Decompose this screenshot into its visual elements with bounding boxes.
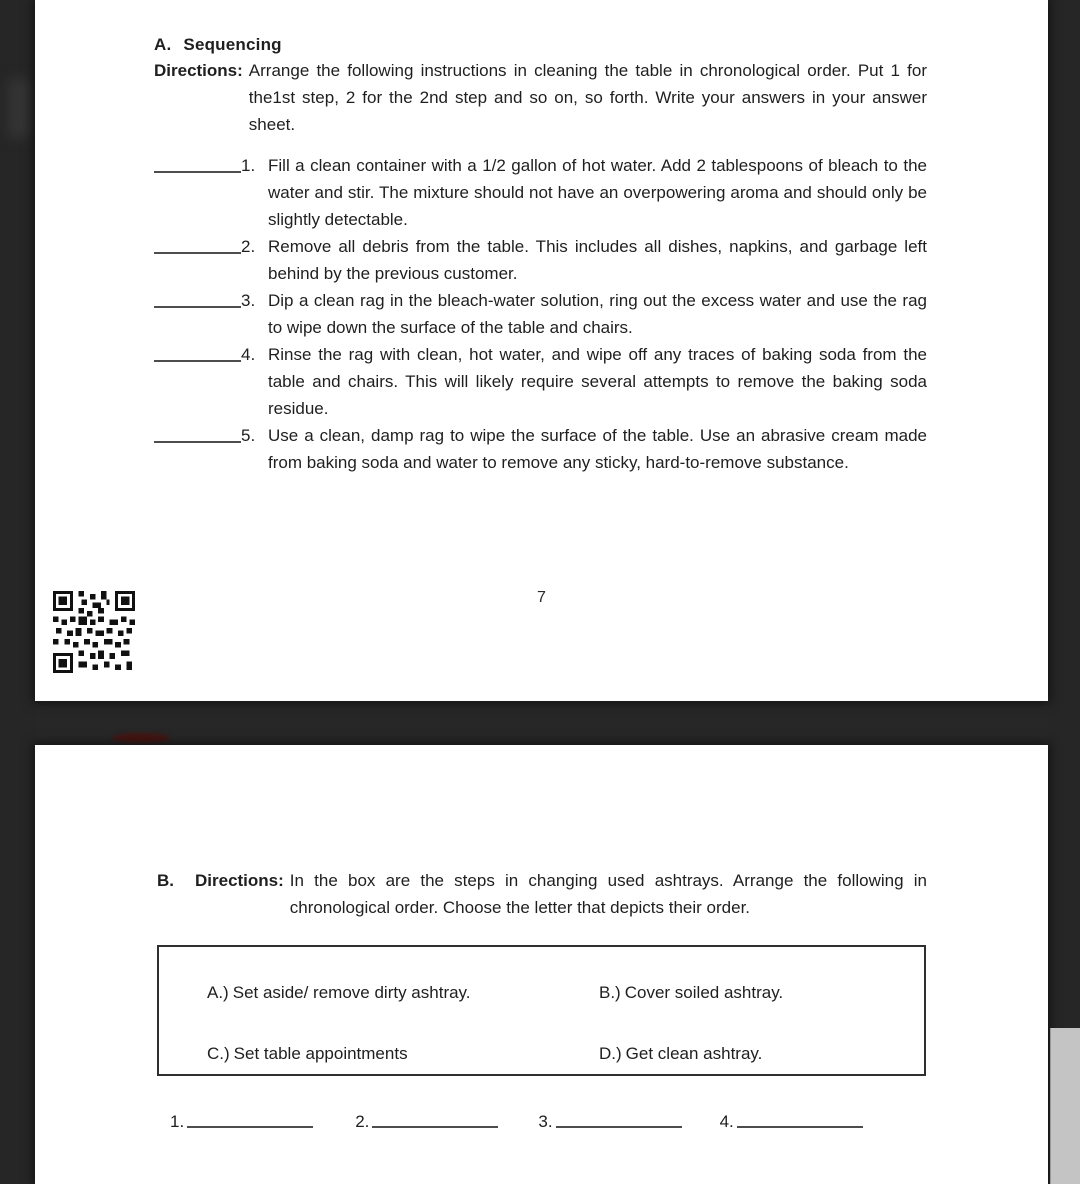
sequencing-item-4	[154, 341, 927, 422]
item-text: Dip a clean rag in the bleach-water solution, ring out the excess water and use the rag to wipe down the surface of the table and chairs.	[268, 291, 927, 337]
option-c	[207, 1040, 599, 1075]
item-number: 5.	[241, 426, 256, 445]
item-text: Fill a clean container with a 1/2 gallon of hot water. Add 2 tablespoons of bleach to the water and stir. The mixture should not have an overpowering aroma and should only be slightly detectable.	[268, 156, 927, 229]
answer-number: 3.	[538, 1112, 553, 1131]
spacer	[498, 1108, 538, 1135]
option-letter: C.)	[207, 1043, 230, 1063]
page-number: 7	[537, 589, 546, 606]
option-d	[599, 1040, 924, 1075]
answer-number: 4.	[719, 1112, 734, 1131]
sequencing-items	[154, 152, 927, 476]
document-page-1	[35, 0, 1048, 701]
answer-blank-line	[372, 1108, 498, 1128]
answer-number: 1.	[170, 1112, 185, 1131]
directions-text: In the box are the steps in changing used ashtrays. Arrange the following in chronological order. Choose the letter that depicts their order.	[289, 871, 927, 917]
item-number: 4.	[241, 345, 256, 364]
answer-blank-line	[154, 152, 241, 173]
answer-blank-line	[187, 1108, 313, 1128]
spacer	[682, 1108, 720, 1135]
answer-blank-line	[154, 233, 241, 254]
item-text: Remove all debris from the table. This includes all dishes, napkins, and garbage left behind by the previous customer.	[268, 237, 927, 283]
option-letter: B.)	[599, 983, 621, 1002]
item-number: 1.	[241, 156, 256, 175]
sequencing-item-1	[154, 152, 927, 233]
answer-blank-line	[154, 422, 241, 443]
section-a-directions	[154, 57, 927, 138]
vertical-scrollbar-thumb[interactable]	[1050, 1028, 1080, 1184]
directions-text: Arrange the following instructions in cleaning the table in chronological order. Put 1 for the1st step, 2 for the 2nd step and so on, so forth. Write your answers in your answer sheet.	[248, 61, 927, 134]
page2-content	[35, 745, 1048, 1135]
option-text: Cover soiled ashtray.	[624, 983, 784, 1002]
answer-blank-line	[737, 1108, 863, 1128]
margin-smudge	[8, 78, 30, 138]
answer-blank-4	[720, 1108, 863, 1135]
section-a-label: A.	[154, 35, 172, 54]
option-text: Get clean ashtray.	[625, 1043, 763, 1063]
answer-blank-line	[154, 287, 241, 308]
options-box	[157, 945, 926, 1076]
answer-blank-1	[170, 1108, 313, 1135]
section-b-label: B.	[157, 871, 174, 890]
option-text: Set aside/ remove dirty ashtray.	[232, 983, 471, 1002]
item-text: Use a clean, damp rag to wipe the surface of the table. Use an abrasive cream made from baking soda and water to remove any sticky, hard-to-remove substance.	[268, 426, 927, 472]
directions-label: Directions:	[154, 61, 243, 80]
directions-label: Directions:	[195, 871, 284, 890]
option-letter: A.)	[207, 983, 229, 1002]
sequencing-item-5	[154, 422, 927, 476]
answer-blank-line	[556, 1108, 682, 1128]
answer-blanks-row	[170, 1108, 927, 1135]
answer-blank-line	[154, 341, 241, 362]
section-a-title: Sequencing	[183, 35, 282, 54]
option-b	[599, 979, 924, 1014]
answer-number: 2.	[355, 1112, 370, 1131]
document-page-2	[35, 745, 1048, 1184]
answer-blank-2	[355, 1108, 498, 1135]
item-number: 2.	[241, 237, 256, 256]
item-text: Rinse the rag with clean, hot water, and wipe off any traces of baking soda from the table and chairs. This will likely require several attempts to remove the baking soda residue.	[268, 345, 927, 418]
item-number: 3.	[241, 291, 256, 310]
section-b-directions	[157, 867, 927, 921]
option-text: Set table appointments	[233, 1043, 408, 1063]
spacer	[313, 1108, 355, 1135]
sequencing-item-2	[154, 233, 927, 287]
section-a-heading	[154, 33, 927, 57]
red-mark	[112, 733, 170, 743]
sequencing-item-3	[154, 287, 927, 341]
answer-blank-3	[538, 1108, 681, 1135]
viewer-left-margin	[0, 0, 35, 1184]
option-letter: D.)	[599, 1043, 622, 1063]
page1-content	[35, 0, 1048, 476]
viewer-right-margin	[1048, 0, 1080, 1184]
option-a	[207, 979, 599, 1014]
